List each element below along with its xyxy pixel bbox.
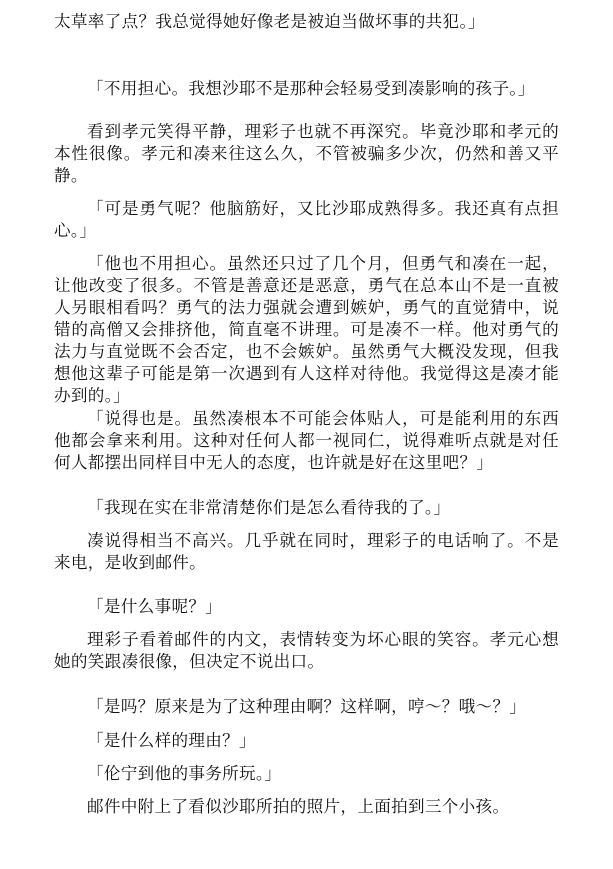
paragraph-7: 「我现在实在非常清楚你们是怎么看待我的了。」 — [87, 498, 451, 517]
paragraph-13: 「伦宁到他的事务所玩。」 — [87, 764, 282, 783]
paragraph-4: 「可是勇气呢？他脑筋好，又比沙耶成熟得多。我还真有点担心。」 — [54, 199, 559, 240]
paragraph-9: 「是什么事呢？」 — [87, 597, 223, 616]
paragraph-12: 「是什么样的理由？」 — [87, 731, 256, 750]
paragraph-10: 理彩子看着邮件的内文，表情转变为坏心眼的笑容。孝元心想她的笑跟凑很像，但决定不说出口。 — [54, 630, 559, 671]
paragraph-8: 凑说得相当不高兴。几乎就在同时，理彩子的电话响了。不是来电，是收到邮件。 — [54, 531, 559, 572]
paragraph-6: 「说得也是。虽然凑根本不可能会体贴人，可是能利用的东西他都会拿来利用。这种对任何人都一视同仁，说得难听点就是对任何人都摆出同样目中无人的态度，也许就是好在这里吧？」 — [54, 409, 559, 472]
paragraph-2: 「不用担心。我想沙耶不是那种会轻易受到凑影响的孩子。」 — [87, 79, 535, 98]
paragraph-1: 太草率了点？我总觉得她好像老是被迫当做坏事的共犯。」 — [54, 12, 485, 31]
paragraph-5: 「他也不用担心。虽然还只过了几个月，但勇气和凑在一起，让他改变了很多。不管是善意还是恶意，勇气在总本山不是一直被人另眼相看吗？勇气的法力强就会遭到嫉妒，勇气的直觉猜中，说错的高僧又会排挤他，简直毫不讲理。可是凑不一样。他对勇气的法力与直觉既不会否定，也不会嫉妒。虽然勇气大概没发现，但我想他这辈子可能是第一次遇到有人这样对待他。我觉得这是凑才能办到的。」 — [54, 254, 559, 405]
paragraph-11: 「是吗？原来是为了这种理由啊？这样啊，哼～？哦～？」 — [87, 697, 527, 716]
paragraph-14: 邮件中附上了看似沙耶所拍的照片，上面拍到三个小孩。 — [87, 797, 510, 816]
paragraph-3: 看到孝元笑得平静，理彩子也就不再深究。毕竟沙耶和孝元的本性很像。孝元和凑来往这么久，不管被骗多少次，仍然和善又平静。 — [54, 122, 559, 185]
